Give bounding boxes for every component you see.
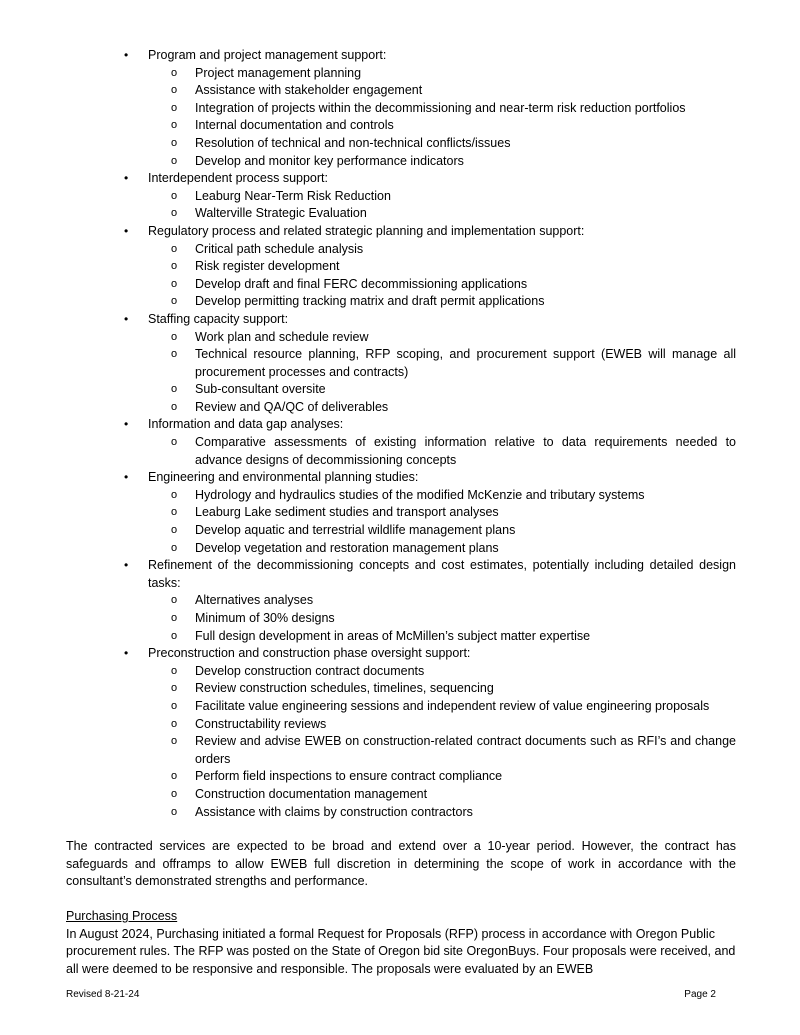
sub-bullet-item: [148, 504, 736, 522]
sub-bullet-item: [148, 628, 736, 646]
sub-bullet-item: [148, 716, 736, 734]
sub-bullet-text: Develop draft and final FERC decommissioning applications: [195, 276, 528, 291]
sub-bullet-marker: o: [171, 295, 178, 308]
sub-bullet-text: Review and advise EWEB on construction-related contract documents such as RFI’s and change orders: [195, 734, 736, 766]
sub-bullet-item: [148, 592, 736, 610]
sub-bullet-marker: o: [171, 699, 178, 712]
sub-bullet-item: [148, 293, 736, 311]
sub-bullet-item: [148, 276, 736, 294]
sub-bullet-item: [148, 786, 736, 804]
sub-bullet-marker: o: [171, 805, 178, 818]
sub-bullet-text: Risk register development: [195, 259, 340, 274]
sub-bullet-marker: o: [171, 594, 178, 607]
sub-bullet-text: Develop aquatic and terrestrial wildlife management plans: [195, 523, 516, 538]
sub-bullet-text: Integration of projects within the decommissioning and near-term risk reduction portfolios: [195, 100, 686, 115]
bullet-marker: •: [124, 417, 129, 432]
sub-bullet-item: [148, 82, 736, 100]
bullet-item: [66, 170, 736, 223]
sub-bullet-text: Construction documentation management: [195, 786, 428, 801]
sub-bullet-text: Review and QA/QC of deliverables: [195, 399, 389, 414]
sub-bullet-text: Internal documentation and controls: [195, 118, 394, 133]
sub-bullet-item: [148, 610, 736, 628]
sub-bullet-item: [148, 117, 736, 135]
sub-bullet-marker: o: [171, 717, 178, 730]
bullet-item: [66, 47, 736, 170]
sub-bullet-text: Leaburg Lake sediment studies and transport analyses: [195, 505, 499, 520]
sub-bullet-text: Full design development in areas of McMillen’s subject matter expertise: [195, 628, 591, 643]
sub-bullet-text: Alternatives analyses: [195, 593, 314, 608]
sub-bullet-marker: o: [171, 629, 178, 642]
sub-bullet-item: [148, 522, 736, 540]
sub-bullet-item: [148, 258, 736, 276]
sub-bullet-marker: o: [171, 136, 178, 149]
sub-bullet-marker: o: [171, 330, 178, 343]
bullet-item: [66, 645, 736, 821]
sub-bullet-marker: o: [171, 612, 178, 624]
sub-bullet-marker: o: [171, 524, 178, 537]
sub-bullet-item: [148, 205, 736, 223]
bullet-item: [66, 311, 736, 417]
revised-date: Revised 8-21-24: [66, 989, 140, 1000]
bullet-text: Program and project management support:: [148, 48, 387, 62]
sub-bullet-item: [148, 804, 736, 822]
sub-bullet-list: [148, 241, 736, 311]
sub-bullet-text: Project management planning: [195, 65, 362, 80]
bullet-text: Engineering and environmental planning studies:: [148, 470, 419, 485]
bullet-item: [66, 557, 736, 645]
sub-bullet-marker: o: [171, 541, 178, 554]
bullet-text: Preconstruction and construction phase oversight support:: [148, 646, 471, 661]
sub-bullet-text: Minimum of 30% designs: [195, 611, 335, 625]
sub-bullet-text: Perform field inspections to ensure contract compliance: [195, 769, 503, 784]
sub-bullet-text: Sub-consultant oversite: [195, 382, 326, 397]
sub-bullet-marker: o: [171, 207, 178, 220]
sub-bullet-list: [148, 592, 736, 645]
sub-bullet-item: [148, 188, 736, 206]
sub-bullet-text: Review construction schedules, timelines, sequencing: [195, 681, 494, 696]
sub-bullet-item: [148, 698, 736, 716]
contract-paragraph: The contracted services are expected to be broad and extend over a 10-year period. However, the contract has safeguards and offramps to allow EWEB full discretion in determining the scope of work in accordance with the consultant’s demonstrated strengths and performance.: [66, 839, 736, 889]
sub-bullet-list: [148, 65, 736, 171]
sub-bullet-marker: o: [171, 735, 178, 748]
scope-bullet-list: [66, 47, 736, 821]
sub-bullet-text: Constructability reviews: [195, 716, 327, 731]
bullet-item: [66, 469, 736, 557]
sub-bullet-list: [148, 487, 736, 557]
sub-bullet-list: [148, 329, 736, 417]
sub-bullet-marker: o: [171, 189, 178, 202]
sub-bullet-item: [148, 680, 736, 698]
sub-bullet-text: Develop permitting tracking matrix and draft permit applications: [195, 294, 545, 309]
sub-bullet-marker: o: [171, 770, 178, 783]
sub-bullet-text: Facilitate value engineering sessions and independent review of value engineering proposals: [195, 698, 710, 713]
bullet-text: Staffing capacity support:: [148, 311, 289, 326]
sub-bullet-text: Develop and monitor key performance indicators: [195, 153, 464, 168]
sub-bullet-marker: o: [171, 348, 178, 361]
sub-bullet-list: [148, 434, 736, 469]
sub-bullet-item: [148, 399, 736, 417]
sub-bullet-text: Hydrology and hydraulics studies of the modified McKenzie and tributary systems: [195, 487, 645, 502]
sub-bullet-marker: o: [171, 436, 178, 449]
sub-bullet-item: [148, 135, 736, 153]
sub-bullet-marker: o: [171, 154, 178, 167]
bullet-text: Interdependent process support:: [148, 171, 328, 186]
bullet-marker: •: [124, 470, 129, 485]
sub-bullet-item: [148, 153, 736, 171]
sub-bullet-marker: o: [171, 682, 178, 695]
sub-bullet-marker: o: [171, 84, 178, 97]
sub-bullet-item: [148, 241, 736, 259]
sub-bullet-list: [148, 188, 736, 223]
sub-bullet-text: Develop vegetation and restoration management plans: [195, 540, 499, 555]
sub-bullet-marker: o: [171, 119, 178, 132]
sub-bullet-item: [148, 663, 736, 681]
sub-bullet-text: Assistance with stakeholder engagement: [195, 83, 423, 98]
purchasing-process-paragraph: In August 2024, Purchasing initiated a formal Request for Proposals (RFP) process in accordance with Oregon Public procurement rules. The RFP was posted on the State of Oregon bid site OregonBuys. Four proposals were received, and all were deemed to be responsive and responsible. The proposals were evaluated by an EWEB: [66, 926, 736, 976]
sub-bullet-marker: o: [171, 664, 178, 677]
sub-bullet-marker: o: [171, 242, 178, 255]
sub-bullet-text: Technical resource planning, RFP scoping, and procurement support (EWEB will manage all procurement processes and contracts): [195, 347, 736, 379]
sub-bullet-marker: o: [171, 277, 178, 290]
page-number: Page 2: [684, 989, 716, 1000]
sub-bullet-item: [148, 540, 736, 558]
sub-bullet-text: Critical path schedule analysis: [195, 241, 364, 256]
sub-bullet-item: [148, 100, 736, 118]
sub-bullet-marker: o: [171, 383, 178, 396]
sub-bullet-item: [148, 329, 736, 347]
bullet-text: Information and data gap analyses:: [148, 417, 344, 432]
sub-bullet-text: Walterville Strategic Evaluation: [195, 206, 367, 221]
bullet-text: Regulatory process and related strategic planning and implementation support:: [148, 223, 585, 238]
sub-bullet-marker: o: [171, 787, 178, 800]
bullet-marker: •: [124, 223, 129, 238]
sub-bullet-marker: o: [171, 260, 178, 273]
bullet-marker: •: [124, 558, 129, 573]
sub-bullet-item: [148, 381, 736, 399]
sub-bullet-text: Assistance with claims by construction contractors: [195, 804, 473, 819]
bullet-marker: •: [124, 171, 129, 186]
sub-bullet-marker: o: [171, 66, 178, 79]
sub-bullet-item: [148, 65, 736, 83]
sub-bullet-item: [148, 346, 736, 381]
sub-bullet-item: [148, 487, 736, 505]
bullet-item: [66, 416, 736, 469]
sub-bullet-text: Resolution of technical and non-technical conflicts/issues: [195, 135, 511, 150]
bullet-text: Refinement of the decommissioning concepts and cost estimates, potentially including detailed design tasks:: [148, 558, 736, 590]
sub-bullet-text: Develop construction contract documents: [195, 663, 425, 678]
document-page: [66, 47, 736, 978]
sub-bullet-list: [148, 663, 736, 821]
bullet-marker: •: [124, 646, 129, 661]
bullet-marker: •: [124, 311, 129, 326]
sub-bullet-marker: o: [171, 101, 178, 114]
sub-bullet-marker: o: [171, 488, 178, 501]
purchasing-process-heading: Purchasing Process: [66, 908, 178, 923]
bullet-item: [66, 223, 736, 311]
sub-bullet-item: [148, 733, 736, 768]
sub-bullet-text: Leaburg Near-Term Risk Reduction: [195, 188, 391, 203]
sub-bullet-text: Work plan and schedule review: [195, 329, 369, 344]
sub-bullet-item: [148, 434, 736, 469]
sub-bullet-marker: o: [171, 400, 178, 413]
sub-bullet-text: Comparative assessments of existing information relative to data requirements needed to advance designs of decommissioning concepts: [195, 435, 736, 467]
sub-bullet-item: [148, 768, 736, 786]
sub-bullet-marker: o: [171, 506, 178, 519]
page-footer: [66, 989, 736, 1000]
bullet-marker: •: [124, 48, 129, 62]
